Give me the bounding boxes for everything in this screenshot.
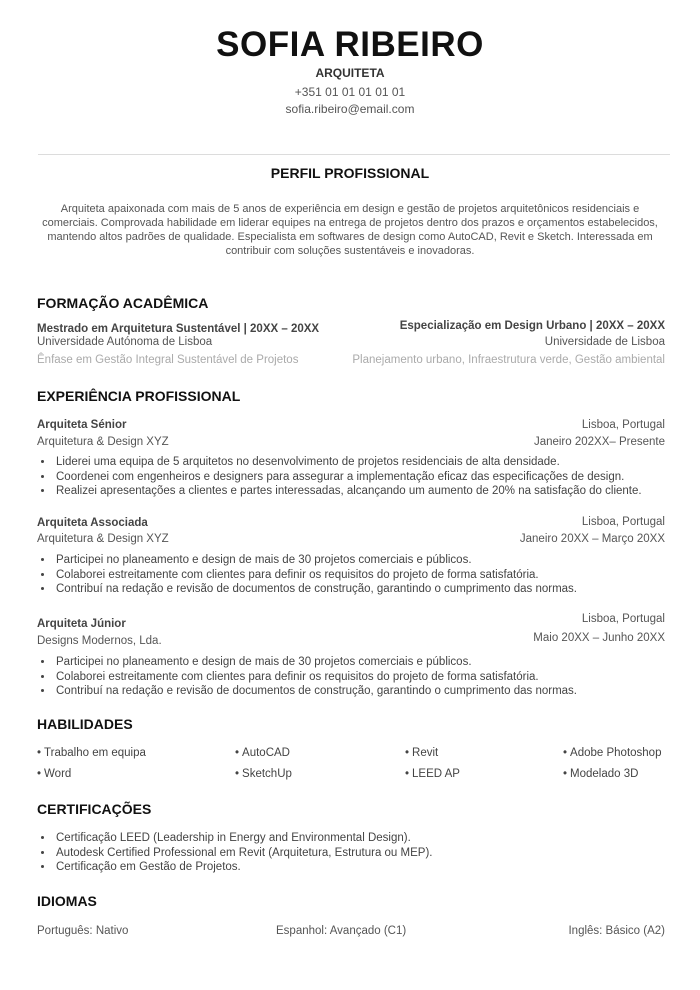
education-school-1: Universidade Autónoma de Lisboa bbox=[37, 336, 213, 348]
education-note-1: Ênfase em Gestão Integral Sustentável de Projetos bbox=[37, 354, 299, 366]
job-company-3: Designs Modernos, Lda. bbox=[37, 635, 162, 647]
skill-item: • Adobe Photoshop bbox=[563, 747, 662, 759]
skill-item: • LEED AP bbox=[405, 768, 460, 780]
contact-phone: +351 01 01 01 01 01 bbox=[294, 85, 406, 99]
job-dates-2: Janeiro 20XX – Março 20XX bbox=[519, 533, 665, 545]
list-item: • Liderei uma equipa de 5 arquitetos no desenvolvimento de projetos residenciais de alta densidade. bbox=[54, 455, 642, 470]
skill-item: • AutoCAD bbox=[235, 747, 290, 759]
list-item: • Certificação LEED (Leadership in Energy and Environmental Design). bbox=[54, 831, 432, 846]
bullet-icon: • bbox=[37, 768, 42, 780]
experience-heading: EXPERIÊNCIA PROFISSIONAL bbox=[37, 388, 241, 404]
list-item: • Contribuí na redação e revisão de documentos de construção, garantindo o cumprimento das normas. bbox=[54, 684, 577, 699]
education-degree-2: Especialização em Design Urbano | 20XX – 20XX bbox=[399, 320, 665, 332]
candidate-role: ARQUITETA bbox=[315, 66, 385, 80]
education-note-2: Planejamento urbano, Infraestrutura verde, Gestão ambiental bbox=[352, 354, 665, 366]
skill-item: • Modelado 3D bbox=[563, 768, 639, 780]
language-english: Inglês: Básico (A2) bbox=[568, 925, 665, 937]
job-dates-3: Maio 20XX – Junho 20XX bbox=[533, 632, 665, 644]
job-position-1: Arquiteta Sénior bbox=[37, 419, 127, 431]
skill-item: • Trabalho em equipa bbox=[37, 747, 146, 759]
skill-item: • Word bbox=[37, 768, 72, 780]
certifications-heading: CERTIFICAÇÕES bbox=[37, 801, 152, 817]
job-company-1: Arquitetura & Design XYZ bbox=[37, 436, 169, 448]
list-item: • Colaborei estreitamente com clientes para definir os requisitos do projeto de forma satisfatória. bbox=[54, 568, 577, 583]
job-location-2: Lisboa, Portugal bbox=[581, 516, 665, 528]
bullet-icon: • bbox=[563, 747, 568, 759]
bullet-icon: • bbox=[405, 768, 410, 780]
skill-item: • SketchUp bbox=[235, 768, 292, 780]
profile-heading: PERFIL PROFISSIONAL bbox=[270, 165, 430, 181]
bullet-icon: • bbox=[235, 768, 240, 780]
language-portuguese: Português: Nativo bbox=[37, 925, 129, 937]
bullet-icon: • bbox=[563, 768, 568, 780]
job-location-3: Lisboa, Portugal bbox=[581, 613, 665, 625]
language-spanish: Espanhol: Avançado (C1) bbox=[276, 925, 407, 937]
certifications-list bbox=[34, 831, 432, 875]
bullet-icon: • bbox=[37, 747, 42, 759]
list-item: • Autodesk Certified Professional em Revit (Arquitetura, Estrutura ou MEP). bbox=[54, 846, 432, 861]
list-item: • Colaborei estreitamente com clientes para definir os requisitos do projeto de forma satisfatória. bbox=[54, 670, 577, 685]
education-degree-1: Mestrado em Arquitetura Sustentável | 20XX – 20XX bbox=[37, 323, 320, 335]
education-heading: FORMAÇÃO ACADÊMICA bbox=[37, 295, 209, 311]
job-bullets-3 bbox=[34, 655, 577, 699]
candidate-name: SOFIA RIBEIRO bbox=[216, 25, 484, 64]
list-item: • Contribuí na redação e revisão de documentos de construção, garantindo o cumprimento das normas. bbox=[54, 582, 577, 597]
profile-summary: Arquiteta apaixonada com mais de 5 anos de experiência em design e gestão de projetos arquitetônicos residenciais e comerciais. Comprovada habilidade em liderar equipes na entrega de projetos dentro dos prazos e orçamentos estabelecidos, mantendo altos padrões de qualidade. Especialista em softwares de design como AutoCAD, Revit e Sketch. Interessada em contribuir com soluções sustentáveis e inovadoras. bbox=[42, 203, 658, 257]
header-divider bbox=[38, 154, 670, 155]
skills-heading: HABILIDADES bbox=[37, 716, 133, 732]
job-bullets-1 bbox=[34, 455, 642, 499]
list-item: • Participei no planeamento e design de mais de 30 projetos comerciais e públicos. bbox=[54, 553, 577, 568]
list-item: • Certificação em Gestão de Projetos. bbox=[54, 860, 432, 875]
job-company-2: Arquitetura & Design XYZ bbox=[37, 533, 169, 545]
skill-item: • Revit bbox=[405, 747, 439, 759]
job-position-3: Arquiteta Júnior bbox=[37, 618, 126, 630]
list-item: • Realizei apresentações a clientes e partes interessadas, alcançando um aumento de 20% na satisfação do cliente. bbox=[54, 484, 642, 499]
job-bullets-2 bbox=[34, 553, 577, 597]
languages-heading: IDIOMAS bbox=[37, 893, 97, 909]
bullet-icon: • bbox=[405, 747, 410, 759]
job-location-1: Lisboa, Portugal bbox=[581, 419, 665, 431]
job-position-2: Arquiteta Associada bbox=[37, 517, 148, 529]
bullet-icon: • bbox=[235, 747, 240, 759]
contact-email: sofia.ribeiro@email.com bbox=[285, 102, 415, 116]
job-dates-1: Janeiro 202XX– Presente bbox=[533, 436, 665, 448]
education-school-2: Universidade de Lisboa bbox=[544, 336, 665, 348]
list-item: • Coordenei com engenheiros e designers para assegurar a implementação eficaz das especificações de design. bbox=[54, 470, 642, 485]
list-item: • Participei no planeamento e design de mais de 30 projetos comerciais e públicos. bbox=[54, 655, 577, 670]
